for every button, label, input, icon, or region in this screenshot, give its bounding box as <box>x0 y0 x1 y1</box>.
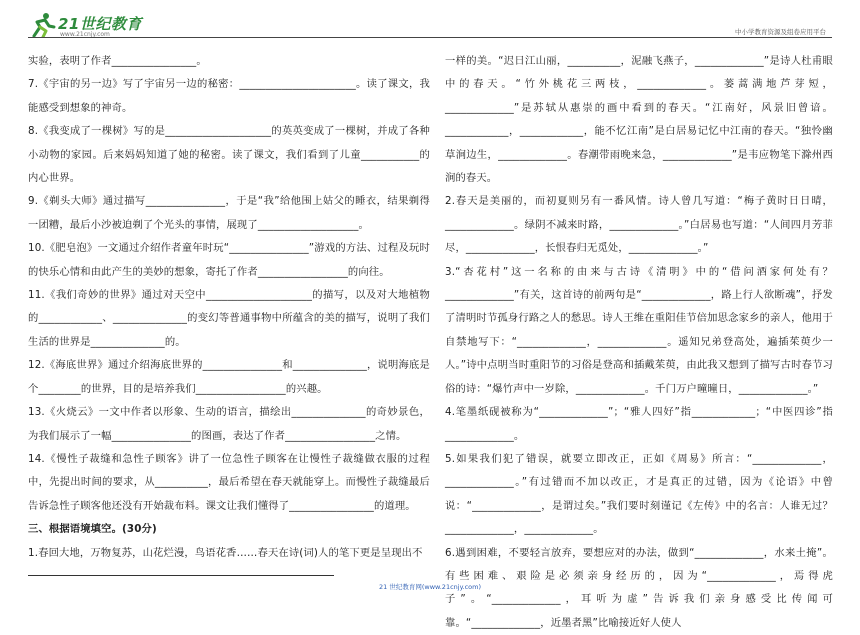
question-11: 11.《我们奇妙的世界》通过对天空中____________________的描写，以及对大地植物的____________、______________的变幻等普通事物中所蕴含的美的描写，说明了我们生活的世界是______________的。 <box>28 289 430 348</box>
page-header <box>0 0 860 44</box>
site-logo <box>28 10 142 40</box>
section-3-question-3: 3.“杏花村”这一名称的由来与古诗《清明》中的“借问酒家何处有？_____________”有关，这首诗的前两句是“_____________，路上行人欲断魂”，抒发了清明时节孤身行路之人的愁思。诗人王维在重阳佳节倍加思念家乡的亲人，他用于自禁地写下：“_____________，_____________。遥知兄弟登高处，遍插茱萸少一人。”诗中点明当时重阳节的习俗是登高和插戴茱萸，由此我又想到了描写古时春节习俗的诗：“爆竹声中一岁除，_____________。千门万户曈曈日，_____________。” <box>445 265 833 395</box>
question-14: 14.《慢性子裁缝和急性子顾客》讲了一位急性子顾客在让慢性子裁缝做衣服的过程中，先提出时间的要求，从__________，最后希望在春天就能穿上。而慢性子裁缝最后告诉急性子顾客他还没有开始裁布料。课文让我们懂得了________________的道理。 <box>28 452 430 512</box>
logo-url: www.21cnjy.com <box>60 31 110 38</box>
question-12: 12.《海底世界》通过介绍海底世界的_______________和______________，说明海底是个________的世界，目的是培养我们_________________的兴趣。 <box>28 359 430 395</box>
section-3-question-1-start: 1.春回大地，万物复苏，山花烂漫，鸟语花香……春天在诗(词)人的笔下更是呈现出不 <box>28 546 423 559</box>
site-name: 中小学教育资源及组卷应用平台 <box>735 28 826 36</box>
left-column <box>28 50 430 565</box>
section-3-question-1-cont: 一样的美。“迟日江山丽，__________，泥融飞燕子，_____________”是诗人杜甫眼中的春天。“竹外桃花三两枝，_____________。蒌蒿满地芦芽短，_____________”是苏轼从惠崇的画中看到的春天。“江南好，风景旧曾谙。____________，____________，能不忆江南”是白居易记忆中江南的春天。“独怜幽草涧边生，_____________。春潮带雨晚来急，_____________”是韦应物笔下滁州西涧的春天。 <box>445 55 833 185</box>
section-3-title: 三、根据语境填空。(30分) <box>28 523 157 536</box>
question-9: 9.《剃头大师》通过描写_______________，于是“我”给他围上姑父的睡衣，结果剃得一团糟，最后小沙被迫剃了个光头的事情，展现了___________________。 <box>28 195 430 231</box>
right-column <box>445 50 833 635</box>
section-3-question-2: 2.春天是美丽的，而初夏则另有一番风情。诗人曾几写道：“梅子黄时日日晴，_____________。绿阴不减来时路，_____________。”白居易也写道：“人间四月芳菲尽，_____________，长恨春归无觅处，_____________。” <box>445 195 833 255</box>
section-3-question-4: 4.笔墨纸砚被称为“_____________”；“雅人四好”指____________；“中医四诊”指_____________。 <box>445 406 833 442</box>
footer-text: 21 世纪教育网(www.21cnjy.com) <box>379 583 481 591</box>
footer-divider <box>28 575 334 576</box>
header-divider <box>28 37 832 38</box>
question-7: 7.《宇宙的另一边》写了宇宙另一边的秘密：______________________。读了课文，我能感受到想象的神奇。 <box>28 78 430 114</box>
section-3-question-6: 6.遇到困难，不要轻言放弃，要想应对的办法，做到“_____________，水来土掩”。有些困难、艰险是必须亲身经历的，因为“_____________，焉得虎子”。“_____________，耳听为虚”告诉我们亲身感受比传闻可靠。“_____________，近墨者黑”比喻接近好人使人 <box>445 546 833 629</box>
runner-logo-icon <box>28 12 56 38</box>
question-13: 13.《火烧云》一文中作者以形象、生动的语言，描绘出______________的奇妙景色，为我们展示了一幅_______________的图画，表达了作者_________________之情。 <box>28 406 430 442</box>
question-6-end: 实验，表明了作者________________。 <box>28 55 207 67</box>
question-8: 8.《我变成了一棵树》写的是____________________的英英变成了一棵树，并成了各种小动物的家园。后来妈妈知道了她的秘密。读了课文，我们看到了儿童___________的内心世界。 <box>28 125 430 185</box>
logo-text: 21世纪教育 <box>58 15 142 33</box>
question-10: 10.《肥皂泡》一文通过介绍作者童年时玩“_______________”游戏的方法、过程及玩时的快乐心情和由此产生的美妙的想象，寄托了作者_________________的向往。 <box>28 242 430 278</box>
section-3-question-5: 5.如果我们犯了错误，就要立即改正，正如《周易》所言：“_____________，_____________。”有过错而不加以改正，才是真正的过错，因为《论语》中曾说：“_____________，是谓过矣。”我们要时刻谨记《左传》中的名言：人谁无过？_____________，_____________。 <box>445 452 833 536</box>
